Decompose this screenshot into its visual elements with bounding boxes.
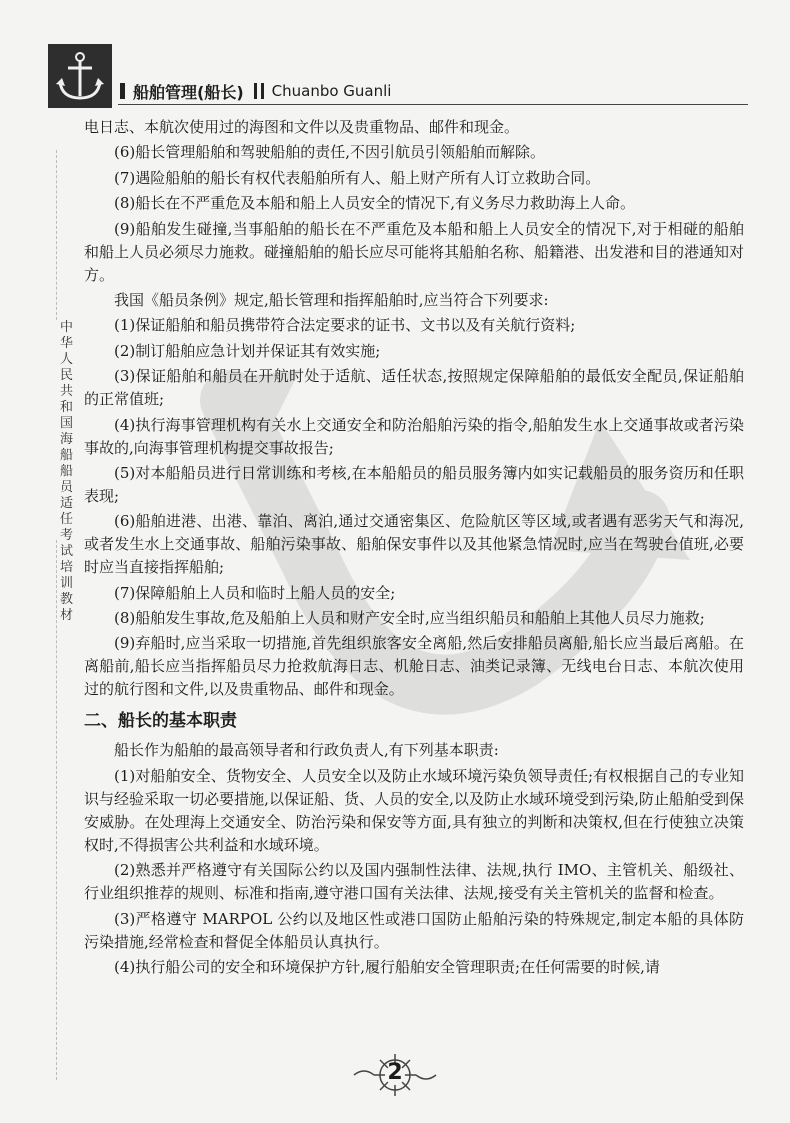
header-rule — [118, 104, 748, 105]
paragraph: (7)保障船舶上人员和临时上船人员的安全; — [114, 583, 396, 602]
page-content — [84, 116, 744, 981]
paragraph: (2)熟悉并严格遵守有关国际公约以及国内强制性法律、法规,执行 IMO、主管机关、船级社、行业组织推荐的规则、标准和指南,遵守港口国有关法律、法规,接受有关主管机关的监督和检查。 — [84, 861, 744, 903]
side-divider — [56, 540, 57, 1080]
paragraph: (1)保证船舶和船员携带符合法定要求的证书、文书以及有关航行资料; — [114, 316, 576, 335]
paragraph: (6)船舶进港、出港、靠泊、离泊,通过交通密集区、危险航区等区域,或者遇有恶劣天气和海况,或者发生水上交通事故、船舶污染事故、船舶保安事件以及其他紧急情况时,应当在驾驶台值班,必要时应当直接指挥船舶; — [84, 512, 744, 577]
page-number-badge — [350, 1052, 440, 1098]
paragraph: (9)船舶发生碰撞,当事船舶的船长在不严重危及本船和船上人员安全的情况下,对于相碰的船舶和船上人员必须尽力施救。碰撞船舶的船长应尽可能将其船舶名称、船籍港、出发港和目的港通知对方。 — [84, 219, 745, 284]
paragraph: (4)执行船公司的安全和环境保护方针,履行船舶安全管理职责;在任何需要的时候,请 — [114, 958, 660, 977]
paragraph: (9)弃船时,应当采取一切措施,首先组织旅客安全离船,然后安排船员离船,船长应当最后离船。在离船前,船长应当指挥船员尽力抢救航海日志、机舱日志、油类记录簿、无线电台日志、本航次使用过的航行图和文件,以及贵重物品、邮件和现金。 — [84, 634, 744, 699]
header-title-en: Chuanbo Guanli — [271, 82, 392, 100]
header-separator — [254, 83, 257, 99]
header-title: 船舶管理(船长) — [133, 82, 244, 102]
header-bar-mark — [120, 83, 125, 99]
paragraph: (3)严格遵守 MARPOL 公约以及地区性或港口国防止船舶污染的特殊规定,制定本船的具体防污染措施,经常检查和督促全体船员认真执行。 — [84, 909, 744, 951]
paragraph: (1)对船舶安全、货物安全、人员安全以及防止水域环境污染负领导责任;有权根据自己的专业知识与经验采取一切必要措施,以保证船、货、人员的安全,以及防止水域环境受到污染,防止船舶受到保安威胁。在处理海上交通安全、防治污染和保安等方面,具有独立的判断和决策权,但在行使独立决策权时,不得损害公共利益和水域环境。 — [84, 766, 744, 854]
paragraph: (6)船长管理船舶和驾驶船舶的责任,不因引航员引领船舶而解除。 — [114, 143, 546, 162]
side-divider — [56, 150, 57, 320]
anchor-icon — [48, 44, 112, 108]
paragraph: 船长作为船舶的最高领导者和行政负责人,有下列基本职责: — [114, 741, 499, 760]
paragraph: (5)对本船船员进行日常训练和考核,在本船船员的船员服务簿内如实记载船员的服务资历和任职表现; — [84, 463, 744, 505]
paragraph: 我国《船员条例》规定,船长管理和指挥船舶时,应当符合下列要求: — [114, 290, 549, 309]
paragraph: (2)制订船舶应急计划并保证其有效实施; — [114, 341, 381, 360]
side-vertical-text: 中华人民共和国海船船员适任考试培训教材 — [60, 320, 74, 623]
header-separator — [261, 83, 264, 99]
paragraph: (8)船舶发生事故,危及船舶上人员和财产安全时,应当组织船员和船舶上其他人员尽力施救; — [114, 609, 705, 628]
page-number: 2 — [387, 1060, 403, 1085]
section-heading: 二、船长的基本职责 — [84, 711, 237, 732]
running-header — [120, 80, 391, 102]
paragraph: (8)船长在不严重危及本船和船上人员安全的情况下,有义务尽力救助海上人命。 — [114, 194, 636, 213]
paragraph: (3)保证船舶和船员在开航时处于适航、适任状态,按照规定保障船舶的最低安全配员,保证船舶的正常值班; — [84, 367, 744, 409]
anchor-logo — [48, 44, 112, 108]
paragraph: (7)遇险船舶的船长有权代表船舶所有人、船上财产所有人订立救助合同。 — [114, 168, 601, 187]
paragraph: (4)执行海事管理机构有关水上交通安全和防治船舶污染的指令,船舶发生水上交通事故或者污染事故的,向海事管理机构提交事故报告; — [84, 415, 744, 457]
paragraph: 电日志、本航次使用过的海图和文件以及贵重物品、邮件和现金。 — [84, 118, 520, 136]
